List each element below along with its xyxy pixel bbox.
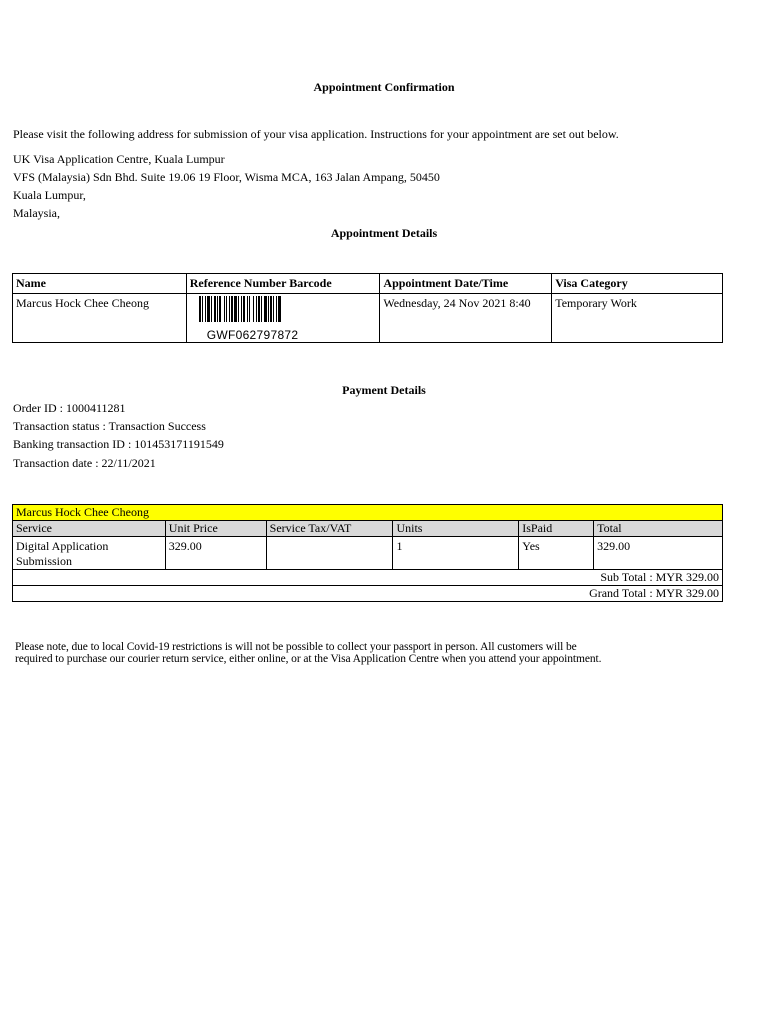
header-tax: Service Tax/VAT bbox=[266, 521, 393, 537]
intro-text: Please visit the following address for submission of your visa application. Instructions for your appointment are set out below. bbox=[13, 127, 619, 141]
payment-details-title: Payment Details bbox=[342, 383, 426, 397]
units: 1 bbox=[393, 537, 519, 570]
appointment-table bbox=[12, 273, 723, 343]
customer-name: Marcus Hock Chee Cheong bbox=[13, 505, 723, 521]
appointment-datetime: Wednesday, 24 Nov 2021 8:40 bbox=[380, 294, 552, 343]
sub-total-row bbox=[13, 570, 723, 586]
banking-transaction-id: Banking transaction ID : 101453171191549 bbox=[13, 437, 224, 451]
transaction-date: Transaction date : 22/11/2021 bbox=[13, 456, 156, 470]
customer-row bbox=[13, 505, 723, 521]
appointment-header-row bbox=[13, 274, 723, 294]
order-id: Order ID : 1000411281 bbox=[13, 401, 126, 415]
address-line-2: VFS (Malaysia) Sdn Bhd. Suite 19.06 19 Floor, Wisma MCA, 163 Jalan Ampang, 50450 bbox=[13, 170, 440, 184]
service-tax bbox=[266, 537, 393, 570]
row-total: 329.00 bbox=[594, 537, 723, 570]
unit-price: 329.00 bbox=[165, 537, 266, 570]
payment-header-row bbox=[13, 521, 723, 537]
sub-total: Sub Total : MYR 329.00 bbox=[13, 570, 723, 586]
header-visa-category: Visa Category bbox=[552, 274, 723, 294]
appointment-row bbox=[13, 294, 723, 343]
header-service: Service bbox=[13, 521, 166, 537]
appointment-details-title: Appointment Details bbox=[330, 226, 438, 240]
header-name: Name bbox=[13, 274, 187, 294]
payment-table bbox=[12, 504, 723, 602]
header-unit-price: Unit Price bbox=[165, 521, 266, 537]
service-name: Digital Application Submission bbox=[13, 537, 166, 570]
header-reference: Reference Number Barcode bbox=[186, 274, 380, 294]
table-row bbox=[13, 537, 723, 570]
header-total: Total bbox=[594, 521, 723, 537]
header-is-paid: IsPaid bbox=[519, 521, 594, 537]
grand-total-row bbox=[13, 586, 723, 602]
visa-category: Temporary Work bbox=[552, 294, 723, 343]
covid-note: Please note, due to local Covid-19 restrictions is will not be possible to collect your passport in person. All customers will be required to purchase our courier return service, either online, or at the Visa Application Centre when you attend your appointment. bbox=[15, 641, 602, 665]
reference-number: GWF062797872 bbox=[206, 328, 299, 342]
address-line-3: Kuala Lumpur, bbox=[13, 188, 86, 202]
header-units: Units bbox=[393, 521, 519, 537]
grand-total: Grand Total : MYR 329.00 bbox=[13, 586, 723, 602]
address-line-4: Malaysia, bbox=[13, 206, 60, 220]
barcode-icon bbox=[199, 296, 299, 322]
header-datetime: Appointment Date/Time bbox=[380, 274, 552, 294]
address-line-1: UK Visa Application Centre, Kuala Lumpur bbox=[13, 152, 225, 166]
confirmation-title: Appointment Confirmation bbox=[313, 80, 455, 94]
is-paid: Yes bbox=[519, 537, 594, 570]
transaction-status: Transaction status : Transaction Success bbox=[13, 419, 206, 433]
applicant-name: Marcus Hock Chee Cheong bbox=[13, 294, 187, 343]
barcode-cell bbox=[186, 294, 380, 343]
